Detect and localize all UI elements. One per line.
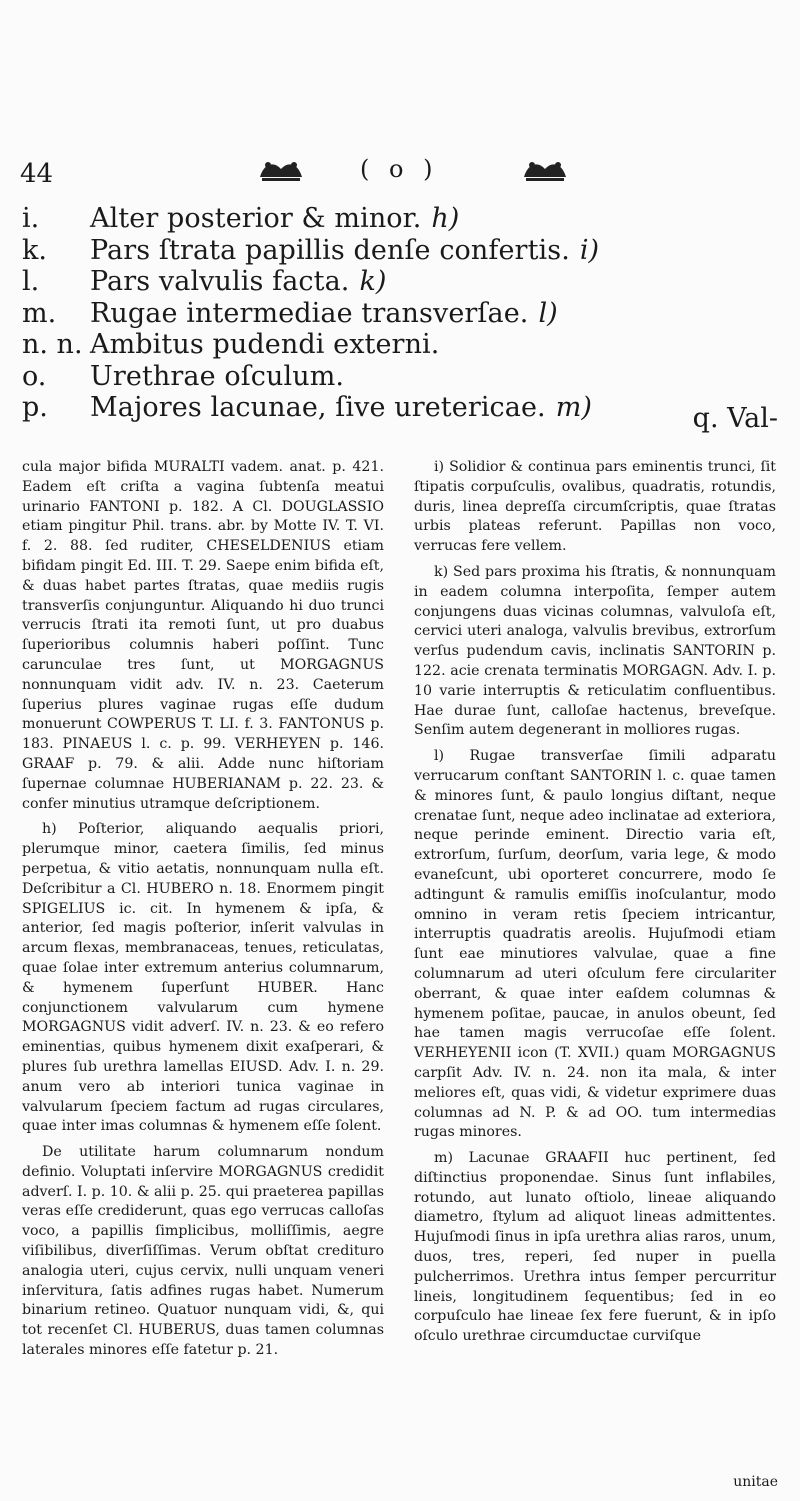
paragraph: i) Solidior & continua pars eminentis trunci, ſit ſtipatis corpuſculis, ovalibus, quadratis, rotundis, duris, linea depreſſa circumſcriptis, quae ſtratas urbis plateas referunt. Papillas non voco, verrucas fere vellem. [414, 459, 776, 555]
legend-item: i. Alter posterior & minor. h) [22, 203, 460, 234]
figure-legend [22, 203, 782, 424]
page-header [20, 155, 790, 191]
right-column [414, 458, 776, 1353]
header-center-mark: ( o ) [360, 155, 439, 183]
catchword-bottom: unitae [733, 1474, 778, 1490]
page-number: 44 [20, 159, 54, 189]
paragraph: De utilitate harum columnarum nondum definio. Voluptati inſervire MORGAGNUS credidit adverſ. I. p. 10. & alii p. 25. qui praeterea papillas veras eſſe crediderunt, quas ego verrucas calloſas voco, a papillis ſimplicibus, molliſſimis, aegre viſibilibus, diverſiſſimas. Verum obſtat credituro analogia uteri, cujus cervix, nulli unquam veneri inſervitura, ſatis adfines rugas habet. Numerum binarium retineo. Quatuor nunquam vidi, &, qui tot recenſet Cl. HUBERUS, duas tamen columnas laterales minores eſſe fatetur p. 21. [22, 1144, 384, 1359]
catchword-top: q. Val- [692, 403, 778, 434]
legend-item: o. Urethrae oſculum. [22, 360, 345, 392]
paragraph: m) Lacunae GRAAFII huc pertinent, ſed diſtinctius proponendae. Sinus ſunt inflabiles, rotundo, aut lunato oſtiolo, lineae aliquando diametro, ſtylum ad aliquot lineas admittentes. Hujuſmodi ſinus in ipſa urethra alias raros, unum, duos, tres, reperi, ſed nuper in puella pulcherrimos. Urethra intus ſemper percurritur lineis, longitudinem ſequentibus; ſed in eo corpuſculo hae lineae ſex fere fuerunt, & in ipſo oſculo urethrae circumductae curviſque [414, 1150, 776, 1345]
legend-item: l. Pars valvulis facta. k) [22, 266, 387, 297]
paragraph: l) Rugae transverſae ſimili adparatu verrucarum conſtant SANTORIN l. c. quae tamen & minores ſunt, & paulo longius diſtant, neque crenatae ſunt, neque adeo inclinatae ad exteriora, neque perinde eminent. Directio varia eſt, extrorſum, ſurſum, deorſum, varia lege, & modo evaneſcunt, ubi oporteret concurrere, modo ſe adtingunt & ramulis emiſſis inoſculantur, modo omnino in veram retis ſpeciem intricantur, interruptis quadratis areolis. Hujuſmodi etiam ſunt eae minutiores valvulae, quae a fine columnarum ad uteri oſculum fere circulariter oberrant, & quae inter eaſdem columnas & hymenem poſitae, paucae, in anulos obeunt, ſed hae tamen magis verrucoſae eſſe ſolent. VERHEYENII icon (T. XVII.) quam MORGAGNUS carpſit Adv. IV. n. 24. non ita mala, & inter meliores eſt, quas vidi, & videtur exprimere duas columnas ad N. P. & ad OO. tum intermedias rugas minores. [414, 748, 776, 1141]
ornament-right-icon [520, 155, 570, 185]
paragraph: cula major bifida MURALTI vadem. anat. p. 421. Eadem eſt criſta a vagina ſubtenſa meatui urinario FANTONI p. 182. A Cl. DOUGLASSIO etiam pingitur Phil. trans. abr. by Motte IV. T. VI. f. 2. 88. ſed ruditer, CHESELDENIUS etiam bifidam pingit Ed. III. T. 29. Saepe enim bifida eſt, & duas habet partes ſtratas, quae mediis rugis transverſis conjunguntur. Aliquando hi duo trunci verrucis ſtrati ita remoti ſunt, ut pro duabus ſuperioribus columnis haberi poſſint. Tunc carunculae tres ſunt, ut MORGAGNUS nonnunquam vidit adv. IV. n. 23. Caeterum ſuperius plures vaginae rugas eſſe dudum monuerunt COWPERUS T. LI. f. 3. FANTONUS p. 183. PINAEUS l. c. p. 99. VERHEYEN p. 146. GRAAF p. 79. & alii. Adde nunc hiſtoriam ſupernae columnae HUBERIANAM p. 22. 23. & confer minutius utramque deſcriptionem. [22, 459, 384, 812]
ornament-left-icon [256, 155, 306, 185]
paragraph: h) Poſterior, aliquando aequalis priori, plerumque minor, caetera ſimilis, ſed minus perpetua, & vitio aetatis, nonnunquam nulla eſt. Deſcribitur a Cl. HUBERO n. 18. Enormem pingit SPIGELIUS ic. cit. In hymenem & ipſa, & anterior, ſed magis poſterior, inſerit valvulas in arcum flexas, membranaceas, tenues, reticulatas, quae ſolae inter extremum anterius columnarum, & hymenem ſuperſunt HUBER. Hanc conjunctionem valvularum cum hymene MORGAGNUS vidit adverſ. IV. n. 23. & eo refero eminentias, quibus hymenem dixit exaſperari, & plures ſub urethra lamellas EIUSD. Adv. I. n. 29. anum vero ab interiori tunica vaginae in valvularum ſpeciem factum ad rugas circulares, quae inter imas columnas & hymenem eſſe ſolent. [22, 821, 384, 1135]
legend-item: m. Rugae intermediae transverſae. l) [22, 297, 558, 329]
left-column [22, 458, 384, 1367]
legend-item: p. Majores lacunae, ſive uretericae. m) [22, 392, 592, 423]
paragraph: k) Sed pars proxima his ſtratis, & nonnunquam in eadem columna interpoſita, ſemper autem conjungens duas vicinas columnas, valvuloſa eſt, cervici uteri analoga, valvulis brevibus, extrorſum verſus pudendum cavis, inclinatis SANTORIN p. 122. acie crenata terminatis MORGAGN. Adv. I. p. 10 varie interruptis & reticulatim confluentibus. Hae durae ſunt, calloſae hactenus, breveſque. Senſim autem degenerant in molliores rugas. [414, 563, 776, 739]
legend-item: k. Pars ſtrata papillis denſe confertis. i) [22, 234, 600, 266]
legend-item: n. n. Ambitus pudendi externi. [22, 329, 440, 360]
